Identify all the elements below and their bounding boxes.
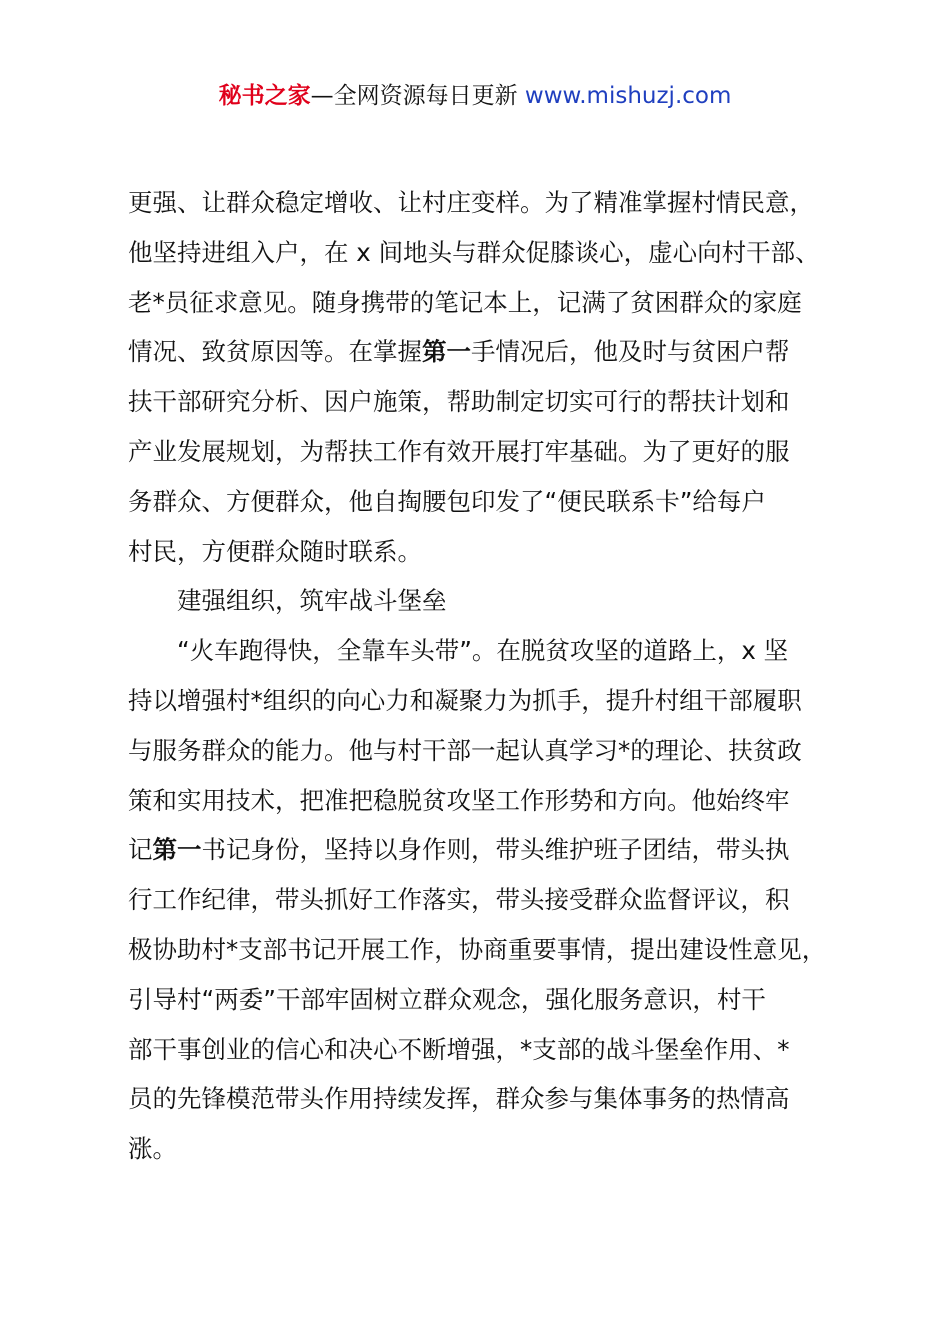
bold-text: 第一 — [422, 337, 471, 367]
paragraph-line: 引导村“两委”干部牢固树立群众观念，强化服务意识，村干 — [128, 984, 766, 1014]
paragraph-line: 行工作纪律，带头抓好工作落实，带头接受群众监督评议，积 — [128, 885, 790, 915]
paragraph-line: 务群众、方便群众，他自掏腰包印发了“便民联系卡”给每户 — [128, 486, 766, 516]
site-tagline: —全网资源每日更新 — [310, 83, 525, 109]
paragraph-line: 员的先锋模范带头作用持续发挥，群众参与集体事务的热情高 — [128, 1084, 790, 1114]
paragraph-line: 他坚持进组入户，在 x 间地头与群众促膝谈心，虚心向村干部、 — [128, 237, 820, 267]
site-brand: 秘书之家 — [218, 83, 311, 109]
paragraph-line: “火车跑得快，全靠车头带”。在脱贫攻坚的道路上，x 坚 — [177, 636, 789, 666]
paragraph-line: 部干事创业的信心和决心不断增强，*支部的战斗堡垒作用、* — [128, 1034, 790, 1064]
text-run: 手情况后，他及时与贫困户帮 — [471, 337, 790, 367]
site-url-link[interactable]: www.mishuzj.com — [524, 83, 732, 109]
paragraph-line — [128, 327, 822, 377]
paragraph-line: 策和实用技术，把准把稳脱贫攻坚工作形势和方向。他始终牢 — [128, 785, 790, 815]
paragraph-line: 村民，方便群众随时联系。 — [128, 536, 422, 566]
paragraph-line: 更强、让群众稳定增收、让村庄变样。为了精准掌握村情民意， — [128, 188, 814, 217]
paragraph-line: 老*员征求意见。随身携带的笔记本上，记满了贫困群众的家庭 — [128, 287, 802, 317]
paragraph-line: 产业发展规划，为帮扶工作有效开展打牢基础。为了更好的服 — [128, 436, 790, 466]
paragraph-line: 与服务群众的能力。他与村干部一起认真学习*的理论、扶贫政 — [128, 735, 802, 765]
paragraph-line: 持以增强村*组织的向心力和凝聚力为抓手，提升村组干部履职 — [128, 685, 802, 715]
site-header — [0, 80, 950, 112]
paragraph-1 — [128, 178, 822, 576]
text-run: 情况、致贫原因等。在掌握 — [128, 337, 422, 367]
document-body — [128, 178, 827, 1174]
section-heading: 建强组织，筑牢战斗堡垒 — [177, 586, 447, 616]
text-run: 书记身份，坚持以身作则，带头维护班子团结，带头执 — [201, 835, 790, 865]
bold-text: 第一 — [152, 835, 202, 865]
text-run: 记 — [128, 835, 153, 865]
paragraph-line: 极协助村*支部书记开展工作，协商重要事情，提出建设性意见， — [128, 934, 827, 964]
paragraph-line: 扶干部研究分析、因户施策，帮助制定切实可行的帮扶计划和 — [128, 387, 790, 417]
paragraph-line — [128, 825, 822, 875]
paragraph-line: 涨。 — [128, 1134, 177, 1164]
paragraph-2 — [128, 626, 827, 1174]
